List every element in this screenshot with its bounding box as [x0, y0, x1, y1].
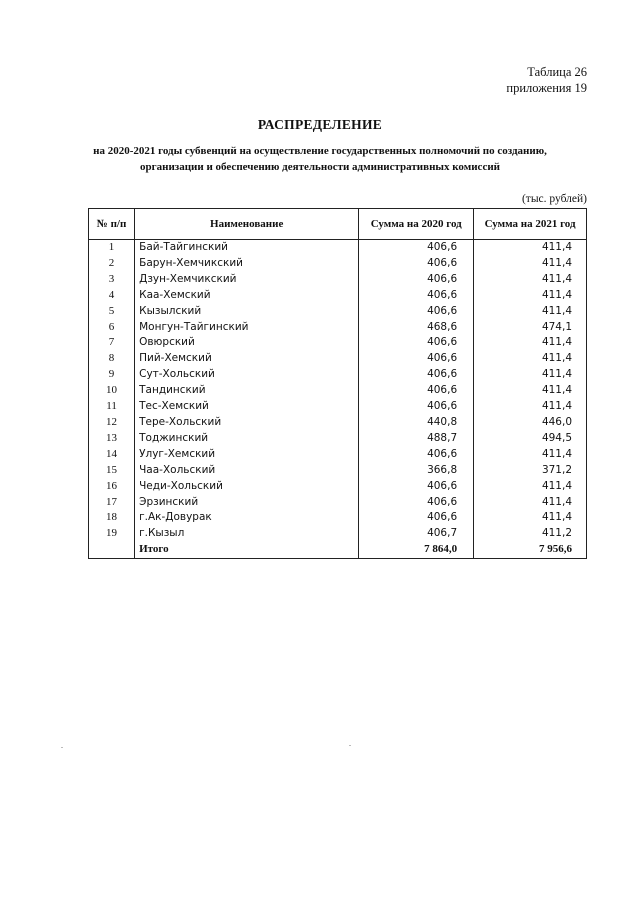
row-sum-2020: 406,6: [359, 495, 474, 511]
table-row: [89, 463, 587, 479]
header-sum-2021: Сумма на 2021 год: [474, 209, 587, 240]
row-sum-2021: 411,4: [474, 367, 587, 383]
row-number: 7: [89, 335, 135, 351]
row-number: 10: [89, 383, 135, 399]
row-number: 19: [89, 526, 135, 542]
row-name: Каа-Хемский: [135, 288, 359, 304]
document-title: РАСПРЕДЕЛЕНИЕ: [257, 117, 383, 132]
row-sum-2020: 406,7: [359, 526, 474, 542]
row-name: Дзун-Хемчикский: [135, 272, 359, 288]
table-row: [89, 288, 587, 304]
row-name: Кызылский: [135, 304, 359, 320]
row-sum-2020: 406,6: [359, 272, 474, 288]
table-reference: [506, 64, 587, 96]
table-row: [89, 351, 587, 367]
header-number: № п/п: [89, 209, 135, 240]
table-row: [89, 367, 587, 383]
appendix-number: приложения 19: [506, 81, 587, 95]
row-sum-2021: 411,4: [474, 335, 587, 351]
row-name: Улуг-Хемский: [135, 447, 359, 463]
table-row: [89, 510, 587, 526]
row-name: Овюрский: [135, 335, 359, 351]
row-sum-2021: 411,4: [474, 272, 587, 288]
total-sum-2021: 7 956,6: [474, 542, 587, 558]
row-sum-2020: 406,6: [359, 335, 474, 351]
table-row: [89, 526, 587, 542]
row-number: 17: [89, 495, 135, 511]
table-row: [89, 447, 587, 463]
row-sum-2021: 411,4: [474, 351, 587, 367]
row-sum-2021: 411,4: [474, 383, 587, 399]
row-sum-2021: 411,4: [474, 288, 587, 304]
row-number: 15: [89, 463, 135, 479]
row-name: Эрзинский: [135, 495, 359, 511]
row-sum-2021: 494,5: [474, 431, 587, 447]
row-sum-2021: 411,4: [474, 447, 587, 463]
row-sum-2020: 406,6: [359, 399, 474, 415]
row-sum-2020: 406,6: [359, 288, 474, 304]
total-row: [89, 542, 587, 558]
distribution-table: [88, 208, 587, 559]
table-row: [89, 431, 587, 447]
row-name: Тандинский: [135, 383, 359, 399]
scan-speck: [349, 745, 351, 746]
row-sum-2020: 406,6: [359, 240, 474, 256]
row-number: 1: [89, 240, 135, 256]
row-sum-2021: 411,2: [474, 526, 587, 542]
row-sum-2020: 406,6: [359, 510, 474, 526]
scan-speck: [61, 747, 63, 748]
row-name: Тоджинский: [135, 431, 359, 447]
row-sum-2020: 406,6: [359, 351, 474, 367]
row-number: 12: [89, 415, 135, 431]
row-sum-2021: 411,4: [474, 304, 587, 320]
row-sum-2020: 488,7: [359, 431, 474, 447]
table-row: [89, 415, 587, 431]
subtitle-line-1: на 2020-2021 годы субвенций на осуществление государственных полномочий по созданию,: [93, 145, 547, 157]
row-number: 18: [89, 510, 135, 526]
header-name: Наименование: [135, 209, 359, 240]
row-name: Пий-Хемский: [135, 351, 359, 367]
row-name: г.Кызыл: [135, 526, 359, 542]
total-sum-2020: 7 864,0: [359, 542, 474, 558]
row-number: 3: [89, 272, 135, 288]
table-number: Таблица 26: [527, 65, 587, 79]
row-sum-2020: 406,6: [359, 256, 474, 272]
row-name: Барун-Хемчикский: [135, 256, 359, 272]
row-sum-2021: 411,4: [474, 510, 587, 526]
table-row: [89, 304, 587, 320]
table-row: [89, 335, 587, 351]
row-name: Тере-Хольский: [135, 415, 359, 431]
row-name: Монгун-Тайгинский: [135, 320, 359, 336]
row-number: 8: [89, 351, 135, 367]
table-row: [89, 479, 587, 495]
row-sum-2021: 371,2: [474, 463, 587, 479]
row-sum-2020: 406,6: [359, 479, 474, 495]
row-number: 5: [89, 304, 135, 320]
table-row: [89, 240, 587, 256]
total-number: [89, 542, 135, 558]
table-row: [89, 256, 587, 272]
row-sum-2020: 468,6: [359, 320, 474, 336]
row-number: 2: [89, 256, 135, 272]
row-name: Чеди-Хольский: [135, 479, 359, 495]
table-row: [89, 272, 587, 288]
row-sum-2020: 406,6: [359, 447, 474, 463]
row-name: Сут-Хольский: [135, 367, 359, 383]
row-number: 4: [89, 288, 135, 304]
row-name: Тес-Хемский: [135, 399, 359, 415]
row-sum-2021: 411,4: [474, 399, 587, 415]
row-number: 11: [89, 399, 135, 415]
table-body: [89, 240, 587, 559]
row-sum-2020: 440,8: [359, 415, 474, 431]
table-row: [89, 383, 587, 399]
row-name: Чаа-Хольский: [135, 463, 359, 479]
table-row: [89, 320, 587, 336]
row-number: 6: [89, 320, 135, 336]
row-sum-2021: 474,1: [474, 320, 587, 336]
total-label: Итого: [135, 542, 359, 558]
row-name: г.Ак-Довурак: [135, 510, 359, 526]
row-sum-2020: 406,6: [359, 304, 474, 320]
header-sum-2020: Сумма на 2020 год: [359, 209, 474, 240]
row-number: 9: [89, 367, 135, 383]
row-sum-2021: 411,4: [474, 479, 587, 495]
table-row: [89, 495, 587, 511]
table-header-row: [89, 209, 587, 240]
document-subtitle: [60, 143, 580, 175]
units-label: (тыс. рублей): [521, 193, 587, 205]
table-row: [89, 399, 587, 415]
row-sum-2021: 446,0: [474, 415, 587, 431]
row-sum-2021: 411,4: [474, 495, 587, 511]
row-sum-2020: 406,6: [359, 367, 474, 383]
row-sum-2020: 406,6: [359, 383, 474, 399]
row-sum-2021: 411,4: [474, 240, 587, 256]
row-number: 14: [89, 447, 135, 463]
row-number: 16: [89, 479, 135, 495]
row-name: Бай-Тайгинский: [135, 240, 359, 256]
subtitle-line-2: организации и обеспечению деятельности административных комиссий: [140, 161, 500, 173]
row-number: 13: [89, 431, 135, 447]
row-sum-2021: 411,4: [474, 256, 587, 272]
row-sum-2020: 366,8: [359, 463, 474, 479]
